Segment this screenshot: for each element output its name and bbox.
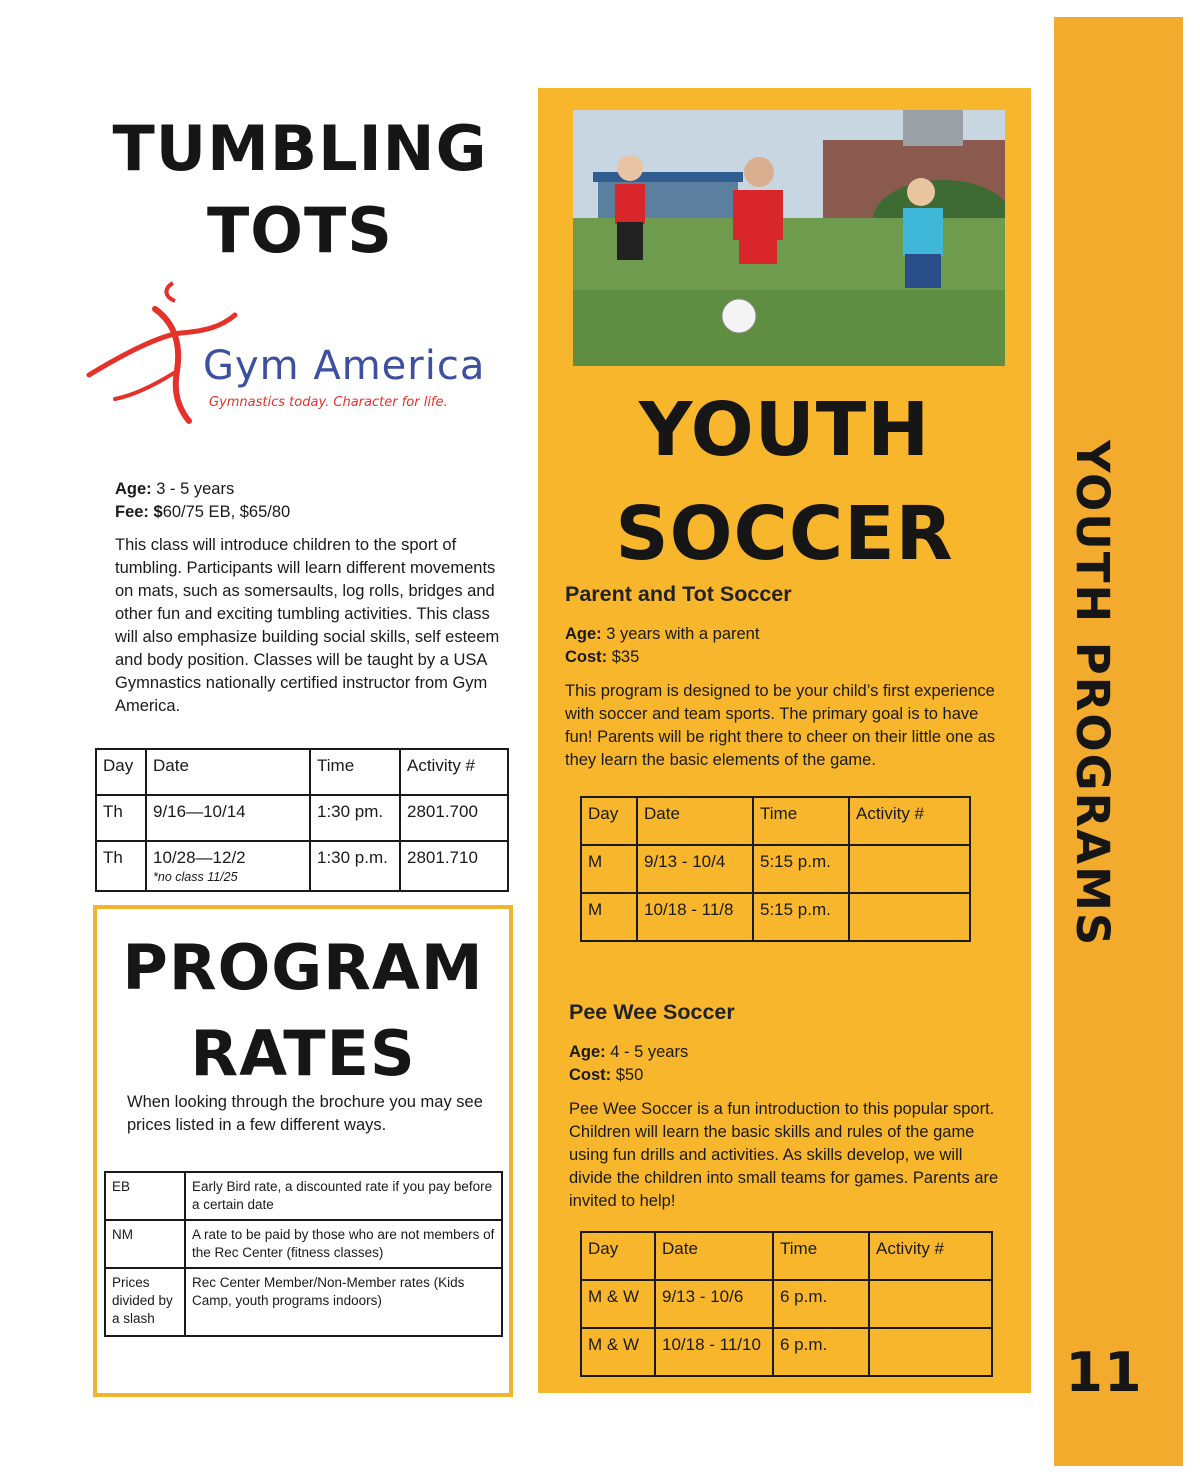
cell-date: 9/13 - 10/4 <box>637 845 753 893</box>
age-value: 3 - 5 years <box>151 480 235 498</box>
cell-time: 5:15 p.m. <box>753 893 849 941</box>
header-date: Date <box>655 1232 773 1280</box>
cell-date: 9/16—10/14 <box>146 795 310 841</box>
cell-day: M <box>581 893 637 941</box>
pee-wee-heading: Pee Wee Soccer <box>569 1000 735 1024</box>
rates-intro: When looking through the brochure you may see prices listed in a few different ways. <box>127 1093 483 1134</box>
date-value: 10/28—12/2 <box>153 848 246 867</box>
program-rates-box <box>93 905 513 1397</box>
header-activity: Activity # <box>400 749 508 795</box>
header-time: Time <box>310 749 400 795</box>
cell-day: M & W <box>581 1328 655 1376</box>
cell-activity <box>849 893 970 941</box>
rate-desc: Early Bird rate, a discounted rate if you pay before a certain date <box>185 1172 502 1220</box>
program-rates-title: PROGRAM RATES <box>122 931 484 1090</box>
cell-date <box>146 841 310 891</box>
pee-wee-schedule-table <box>580 1231 993 1377</box>
table-row <box>581 893 970 941</box>
cell-activity <box>869 1328 992 1376</box>
fee-label: Fee: $ <box>115 503 163 521</box>
header-day: Day <box>581 797 637 845</box>
parent-tot-description: This program is designed to be your child’s first experience with soccer and team sports. The primary goal is to have fun! Parents will be right there to cheer on their little one as they learn the basic elements of the game. <box>565 682 996 769</box>
age-value: 4 - 5 years <box>605 1043 689 1061</box>
rate-code: Prices divided by a slash <box>105 1268 185 1336</box>
gym-america-logo <box>85 275 495 425</box>
cell-time: 5:15 p.m. <box>753 845 849 893</box>
cell-activity: 2801.710 <box>400 841 508 891</box>
cell-activity <box>849 845 970 893</box>
table-header-row <box>96 749 508 795</box>
cell-time: 1:30 pm. <box>310 795 400 841</box>
rate-code: EB <box>105 1172 185 1220</box>
cost-label: Cost: <box>569 1066 612 1084</box>
age-label: Age: <box>565 625 602 643</box>
cell-time: 1:30 p.m. <box>310 841 400 891</box>
rates-table <box>104 1171 503 1337</box>
table-row <box>105 1220 502 1268</box>
header-day: Day <box>96 749 146 795</box>
pee-wee-details <box>569 1041 688 1087</box>
cost-value: $50 <box>611 1066 644 1084</box>
table-row <box>105 1172 502 1220</box>
cost-label: Cost: <box>565 648 608 666</box>
header-date: Date <box>637 797 753 845</box>
tumbling-description: This class will introduce children to the sport of tumbling. Participants will learn different movements on mats, such as somersaults, log rolls, bridges and other fun and exciting tumbling activities. This class will also emphasize building social skills, self esteem and body position. Classes will be taught by a USA Gymnastics nationally certified instructor from Gym America. <box>115 536 500 715</box>
cell-day: M & W <box>581 1280 655 1328</box>
cell-day: Th <box>96 841 146 891</box>
cell-date: 10/18 - 11/8 <box>637 893 753 941</box>
cell-time: 6 p.m. <box>773 1280 869 1328</box>
youth-soccer-title: YOUTH SOCCER <box>615 387 954 577</box>
header-day: Day <box>581 1232 655 1280</box>
table-row <box>581 845 970 893</box>
youth-soccer-panel <box>538 88 1031 1393</box>
rate-desc: Rec Center Member/Non-Member rates (Kids Camp, youth programs indoors) <box>185 1268 502 1336</box>
header-activity: Activity # <box>849 797 970 845</box>
age-label: Age: <box>115 480 152 498</box>
cell-date: 9/13 - 10/6 <box>655 1280 773 1328</box>
table-row <box>581 1280 992 1328</box>
rate-desc: A rate to be paid by those who are not members of the Rec Center (fitness classes) <box>185 1220 502 1268</box>
cell-day: M <box>581 845 637 893</box>
table-row <box>105 1268 502 1336</box>
cell-activity: 2801.700 <box>400 795 508 841</box>
logo-tagline: Gymnastics today. Character for life. <box>209 395 448 410</box>
table-row <box>96 841 508 891</box>
page-number: 11 <box>1065 1341 1143 1404</box>
tumbling-schedule-table <box>95 748 509 892</box>
date-note: *no class 11/25 <box>153 870 238 884</box>
parent-tot-details <box>565 623 759 669</box>
age-value: 3 years with a parent <box>601 625 760 643</box>
soccer-kids-photo <box>573 110 1005 366</box>
parent-tot-schedule-table <box>580 796 971 942</box>
header-time: Time <box>753 797 849 845</box>
age-label: Age: <box>569 1043 606 1061</box>
rate-code: NM <box>105 1220 185 1268</box>
header-activity: Activity # <box>869 1232 992 1280</box>
youth-programs-label: YOUTH PROGRAMS <box>1066 440 1119 948</box>
logo-name: Gym America <box>203 343 486 389</box>
table-header-row <box>581 1232 992 1280</box>
table-header-row <box>581 797 970 845</box>
fee-value: 60/75 EB, $65/80 <box>162 503 291 521</box>
table-row <box>96 795 508 841</box>
cell-date: 10/18 - 11/10 <box>655 1328 773 1376</box>
cell-activity <box>869 1280 992 1328</box>
cell-time: 6 p.m. <box>773 1328 869 1376</box>
tumbling-details <box>115 478 500 524</box>
parent-tot-heading: Parent and Tot Soccer <box>565 582 792 606</box>
pee-wee-description: Pee Wee Soccer is a fun introduction to this popular sport. Children will learn the basic skills and rules of the game using fun drills and activities. As skills develop, we will divide the children into small teams for games. Parents are invited to help! <box>569 1100 999 1210</box>
header-time: Time <box>773 1232 869 1280</box>
header-date: Date <box>146 749 310 795</box>
table-row <box>581 1328 992 1376</box>
tumbling-tots-title: TUMBLING TOTS <box>112 112 488 267</box>
cell-day: Th <box>96 795 146 841</box>
cost-value: $35 <box>607 648 640 666</box>
